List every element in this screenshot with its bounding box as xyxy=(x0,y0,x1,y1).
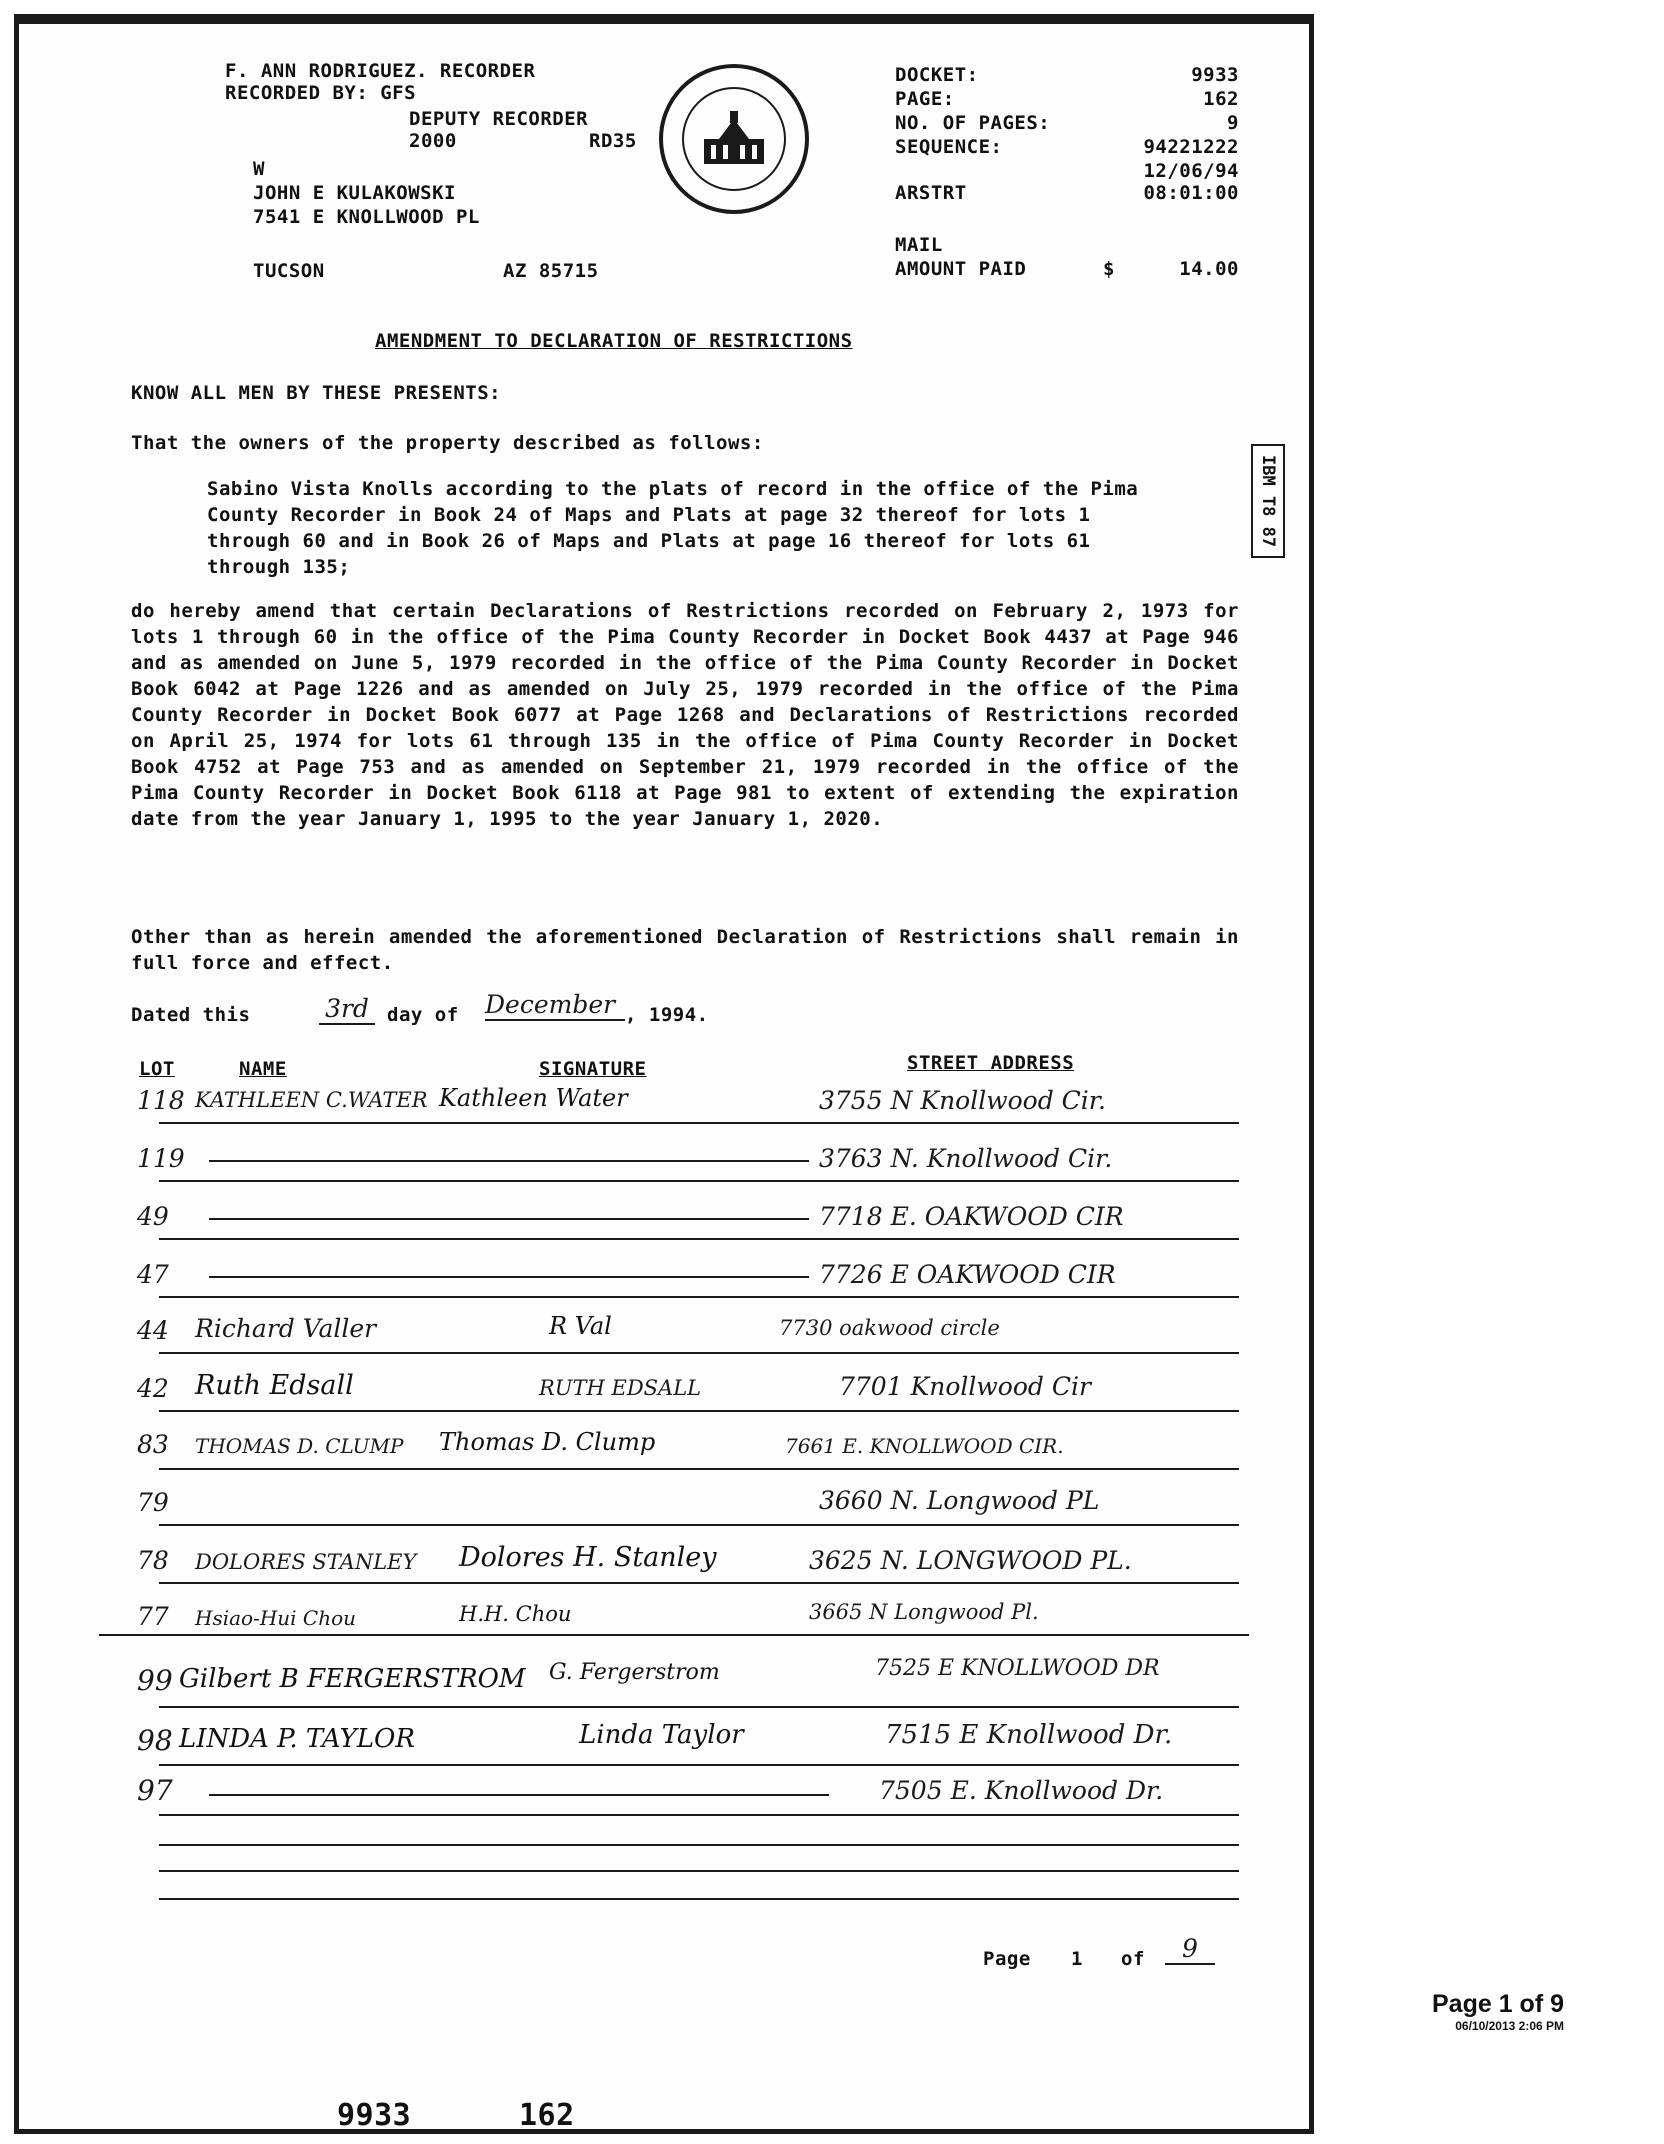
amount-value: 14.00 xyxy=(1179,258,1239,280)
lot-number: 98 xyxy=(137,1724,173,1757)
dated-prefix: Dated this xyxy=(131,1004,251,1026)
col-signature: SIGNATURE xyxy=(539,1058,647,1080)
ibm-side-stamp: IBM T8 87 xyxy=(1251,444,1285,558)
street-address: 3660 N. Longwood PL xyxy=(819,1486,1100,1515)
owner-name: Hsiao-Hui Chou xyxy=(195,1606,357,1630)
row-rule xyxy=(159,1468,1239,1470)
docket-label: DOCKET: xyxy=(895,64,979,86)
deputy-recorder: DEPUTY RECORDER xyxy=(409,108,589,130)
dated-month: December xyxy=(485,990,625,1021)
property-description: Sabino Vista Knolls according to the plats of record in the office of the Pima County Recorder in Book 24 of Maps and Plats at page 32 thereof for lots 1 through 60 and in Book 26 of Maps and Plats at page 16 thereof for lots 61 through 135; xyxy=(207,478,1139,578)
lot-number: 47 xyxy=(137,1260,169,1289)
owner-name: THOMAS D. CLUMP xyxy=(195,1434,404,1458)
lot-number: 79 xyxy=(137,1488,169,1517)
street-address: 7661 E. KNOLLWOOD CIR. xyxy=(785,1434,1064,1458)
code-left: 2000 xyxy=(409,130,457,152)
blank-line xyxy=(209,1160,809,1162)
street-address: 3625 N. LONGWOOD PL. xyxy=(809,1546,1132,1575)
street-address: 7726 E OAKWOOD CIR xyxy=(819,1260,1116,1289)
owner-signature: Kathleen Water xyxy=(439,1084,628,1112)
owner-signature: RUTH EDSALL xyxy=(539,1376,702,1400)
row-rule xyxy=(159,1238,1239,1240)
owner-name: LINDA P. TAYLOR xyxy=(179,1724,415,1754)
street-address: 7718 E. OAKWOOD CIR xyxy=(819,1202,1124,1231)
docket-value: 9933 xyxy=(1191,64,1239,86)
row-rule xyxy=(159,1898,1239,1900)
owner-name: Ruth Edsall xyxy=(195,1370,354,1401)
bottom-page-stamp: 162 xyxy=(519,2098,575,2133)
lot-number: 44 xyxy=(137,1316,169,1345)
sequence-value: 94221222 xyxy=(1143,136,1239,158)
margin-timestamp: 06/10/2013 2:06 PM xyxy=(1455,2019,1564,2033)
col-name: NAME xyxy=(239,1058,287,1080)
street-address: 7505 E. Knollwood Dr. xyxy=(879,1776,1164,1805)
recorded-by: RECORDED BY: GFS xyxy=(225,82,417,104)
recorder-name: F. ANN RODRIGUEZ. RECORDER xyxy=(225,60,536,82)
record-date: 12/06/94 xyxy=(1143,160,1239,182)
row-rule xyxy=(159,1764,1239,1766)
owner-signature: Dolores H. Stanley xyxy=(459,1542,717,1573)
lot-number: 77 xyxy=(137,1602,169,1631)
document-title: AMENDMENT TO DECLARATION OF RESTRICTIONS xyxy=(375,330,853,352)
addressee-city: TUCSON xyxy=(253,260,325,282)
blank-line xyxy=(209,1276,809,1278)
row-rule xyxy=(159,1122,1239,1124)
owner-name: Gilbert B FERGERSTROM xyxy=(179,1664,526,1694)
col-street-address: STREET ADDRESS xyxy=(907,1052,1075,1074)
dated-day: 3rd xyxy=(319,994,375,1025)
street-address: 7515 E Knollwood Dr. xyxy=(885,1720,1173,1750)
row-rule xyxy=(159,1410,1239,1412)
row-rule xyxy=(159,1352,1239,1354)
street-address: 7525 E KNOLLWOOD DR xyxy=(875,1656,1160,1681)
street-address: 7730 oakwood circle xyxy=(779,1316,1000,1340)
lot-number: 42 xyxy=(137,1374,169,1403)
know-all-men: KNOW ALL MEN BY THESE PRESENTS: xyxy=(131,382,502,404)
lot-number: 99 xyxy=(137,1664,173,1697)
bottom-docket-stamp: 9933 xyxy=(337,2098,412,2133)
currency-symbol: $ xyxy=(1103,258,1115,280)
lot-number: 118 xyxy=(137,1086,185,1115)
amendment-paragraph: do hereby amend that certain Declarations of Restrictions recorded on February 2, 1973 for lots 1 through 60 in the office of the Pima County Recorder in Docket Book 4437 at Page 946 and as amended on June 5, 1979 recorded in the office of the Pima County Recorder in Docket Book 6042 at Page 1226 and as amended on July 25, 1979 recorded in the office of the Pima County Recorder in Docket Book 6077 at Page 1268 and Declarations of Restrictions recorded on April 25, 1974 for lots 61 through 135 in the office of Pima County Recorder in Docket Book 4752 at Page 753 and as amended on September 21, 1979 recorded in the office of the Pima County Recorder in Docket Book 6118 at Page 981 to extent of extending the expiration date from the year January 1, 1995 to the year January 1, 2020. xyxy=(131,600,1239,830)
row-rule xyxy=(159,1524,1239,1526)
page-value: 162 xyxy=(1203,88,1239,110)
amount-label: AMOUNT PAID xyxy=(895,258,1027,280)
courthouse-icon xyxy=(699,109,769,169)
county-seal xyxy=(659,64,809,214)
owner-signature: Linda Taylor xyxy=(579,1720,744,1750)
code-right: RD35 xyxy=(589,130,637,152)
col-lot: LOT xyxy=(139,1058,175,1080)
row-rule xyxy=(159,1706,1239,1708)
mail-label: MAIL xyxy=(895,234,943,256)
lot-number: 49 xyxy=(137,1202,169,1231)
blank-line xyxy=(209,1218,809,1220)
row-rule xyxy=(99,1634,1249,1636)
row-rule xyxy=(159,1582,1239,1584)
owner-name: DOLORES STANLEY xyxy=(195,1550,417,1574)
street-address: 3665 N Longwood Pl. xyxy=(809,1600,1039,1624)
page-of-mid: of xyxy=(1121,1948,1145,1970)
owner-signature: H.H. Chou xyxy=(459,1602,572,1626)
margin-page-count: Page 1 of 9 xyxy=(1432,1990,1564,2018)
dated-mid: day of xyxy=(387,1004,459,1026)
owner-signature: Thomas D. Clump xyxy=(439,1428,656,1456)
that-the-owners: That the owners of the property described as follows: xyxy=(131,432,764,454)
other-than-paragraph: Other than as herein amended the aforementioned Declaration of Restrictions shall remain in full force and effect. xyxy=(131,926,1239,974)
row-rule xyxy=(159,1180,1239,1182)
row-rule xyxy=(159,1870,1239,1872)
row-rule xyxy=(159,1296,1239,1298)
addressee-name: JOHN E KULAKOWSKI xyxy=(253,182,456,204)
record-time: 08:01:00 xyxy=(1143,182,1239,204)
row-rule xyxy=(159,1844,1239,1846)
arstrt-label: ARSTRT xyxy=(895,182,967,204)
dated-year: , 1994. xyxy=(625,1004,709,1026)
owner-signature: R Val xyxy=(549,1312,612,1340)
sequence-label: SEQUENCE: xyxy=(895,136,1003,158)
pages-value: 9 xyxy=(1227,112,1239,134)
blank-line xyxy=(209,1794,829,1796)
addressee-state-zip: AZ 85715 xyxy=(503,260,599,282)
page-of-total: 9 xyxy=(1165,1934,1215,1965)
page-of-num: 1 xyxy=(1071,1948,1083,1970)
row-rule xyxy=(159,1814,1239,1816)
lot-number: 83 xyxy=(137,1430,169,1459)
owner-signature: G. Fergerstrom xyxy=(549,1660,720,1685)
street-address: 3763 N. Knollwood Cir. xyxy=(819,1144,1113,1173)
pages-label: NO. OF PAGES: xyxy=(895,112,1051,134)
street-address: 7701 Knollwood Cir xyxy=(839,1372,1091,1401)
street-address: 3755 N Knollwood Cir. xyxy=(819,1086,1106,1115)
addressee-street: 7541 E KNOLLWOOD PL xyxy=(253,206,480,228)
owner-name: KATHLEEN C.WATER xyxy=(195,1088,428,1112)
page-label: PAGE: xyxy=(895,88,955,110)
page-of-prefix: Page xyxy=(983,1948,1031,1970)
lot-number: 78 xyxy=(137,1546,169,1575)
lot-number: 119 xyxy=(137,1144,185,1173)
lot-number: 97 xyxy=(137,1774,173,1807)
mail-w: W xyxy=(253,158,265,180)
margin-page-stamp xyxy=(1388,1990,1564,2033)
document-page xyxy=(14,14,1314,2134)
owner-name: Richard Valler xyxy=(195,1314,377,1343)
